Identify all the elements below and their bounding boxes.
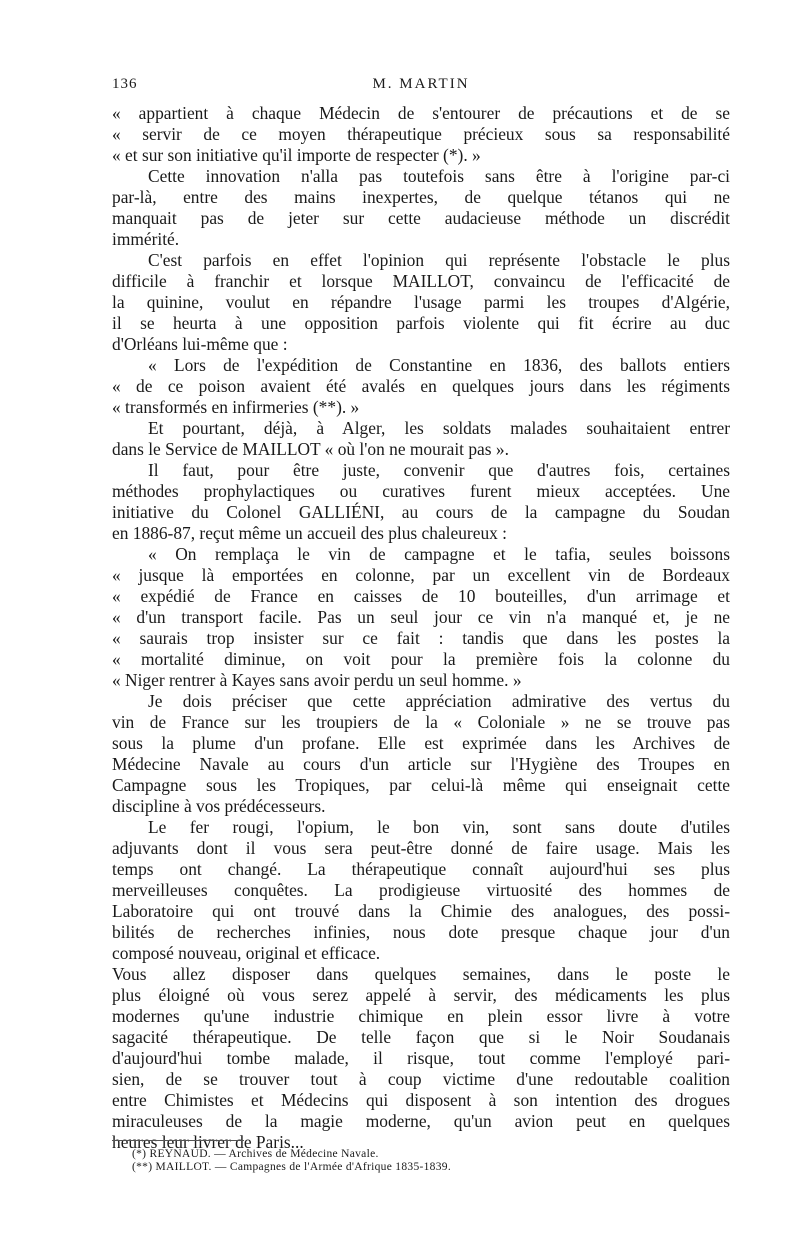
text-line: « servir de ce moyen thérapeutique précieux sous sa responsabilité (112, 124, 730, 144)
text-line: heures leur livrer de Paris... (112, 1132, 304, 1152)
text-line: Campagne sous les Tropiques, par celui-là même qui enseignait cette (112, 775, 730, 795)
text-line: bilités de recherches infinies, nous dote presque chaque jour d'un (112, 922, 730, 942)
text-line: Laboratoire qui ont trouvé dans la Chimie des analogues, des possi- (112, 901, 730, 921)
footnote: (**) MAILLOT. — Campagnes de l'Armée d'Afrique 1835-1839. (132, 1161, 451, 1173)
text-line: « mortalité diminue, on voit pour la première fois la colonne du (112, 649, 730, 669)
body-text (112, 103, 730, 1153)
text-line: dans le Service de MAILLOT « où l'on ne mourait pas ». (112, 439, 509, 459)
footnote: (*) REYNAUD. — Archives de Médecine Navale. (132, 1148, 379, 1160)
text-line: « Lors de l'expédition de Constantine en 1836, des ballots entiers (148, 355, 730, 375)
text-line: Je dois préciser que cette appréciation admirative des vertus du (148, 691, 730, 711)
text-line: « transformés en infirmeries (**). » (112, 397, 360, 417)
text-line: temps ont changé. La thérapeutique connaît aujourd'hui ses plus (112, 859, 730, 879)
running-title: M. MARTIN (372, 76, 470, 92)
text-line: Et pourtant, déjà, à Alger, les soldats malades souhaitaient entrer (148, 418, 730, 438)
text-line: d'Orléans lui-même que : (112, 334, 288, 354)
page-number: 136 (112, 76, 138, 92)
paragraph (112, 544, 730, 691)
text-line: en 1886-87, reçut même un accueil des plus chaleureux : (112, 523, 508, 543)
text-line: manquait pas de jeter sur cette audacieuse méthode un discrédit (112, 208, 730, 228)
text-line: d'aujourd'hui tombe malade, il risque, tout comme l'employé pari- (112, 1048, 730, 1068)
text-line: sous la plume d'un profane. Elle est exprimée dans les Archives de (112, 733, 730, 753)
footnotes (132, 1148, 632, 1174)
text-line: méthodes prophylactiques ou curatives furent mieux acceptées. Une (112, 481, 730, 501)
text-line: sagacité thérapeutique. De telle façon que si le Noir Soudanais (112, 1027, 730, 1047)
paragraph (112, 817, 730, 964)
text-line: « d'un transport facile. Pas un seul jour ce vin n'a manqué et, je ne (112, 607, 730, 627)
paragraph (112, 103, 730, 166)
text-line: initiative du Colonel GALLIÉNI, au cours de la campagne du Soudan (112, 502, 730, 522)
paragraph (112, 166, 730, 250)
paragraph (112, 355, 730, 418)
text-line: « et sur son initiative qu'il importe de respecter (*). » (112, 145, 481, 165)
text-line: Le fer rougi, l'opium, le bon vin, sont sans doute d'utiles (148, 817, 730, 837)
text-line: Vous allez disposer dans quelques semaines, dans le poste le (112, 964, 730, 984)
text-line: miraculeuses de la magie moderne, qu'un avion peut en quelques (112, 1111, 730, 1131)
paragraph (112, 460, 730, 544)
text-line: plus éloigné où vous serez appelé à servir, des médicaments les plus (112, 985, 730, 1005)
paragraph (112, 250, 730, 355)
text-line: C'est parfois en effet l'opinion qui représente l'obstacle le plus (148, 250, 730, 270)
text-line: Médecine Navale au cours d'un article sur l'Hygiène des Troupes en (112, 754, 730, 774)
text-line: vin de France sur les troupiers de la « Coloniale » ne se trouve pas (112, 712, 730, 732)
paragraph (112, 691, 730, 817)
text-line: la quinine, voulut en répandre l'usage parmi les troupes d'Algérie, (112, 292, 730, 312)
footnote-rule (112, 1140, 244, 1141)
text-line: « On remplaça le vin de campagne et le tafia, seules boissons (148, 544, 730, 564)
paragraph (112, 418, 730, 460)
text-line: modernes qu'une industrie chimique en plein essor livre à votre (112, 1006, 730, 1026)
text-line: sien, de se trouver tout à coup victime d'une redoutable coalition (112, 1069, 730, 1089)
paragraph (112, 964, 730, 1153)
text-line: « expédié de France en caisses de 10 bouteilles, d'un arrimage et (112, 586, 730, 606)
text-line: « appartient à chaque Médecin de s'entourer de précautions et de se (112, 103, 730, 123)
text-line: par-là, entre des mains inexpertes, de quelque tétanos qui ne (112, 187, 730, 207)
text-line: immérité. (112, 229, 180, 249)
text-line: « Niger rentrer à Kayes sans avoir perdu un seul homme. » (112, 670, 522, 690)
text-line: entre Chimistes et Médecins qui disposent à son intention des drogues (112, 1090, 730, 1110)
text-line: adjuvants dont il vous sera peut-être donné de faire usage. Mais les (112, 838, 730, 858)
text-line: Cette innovation n'alla pas toutefois sans être à l'origine par-ci (148, 166, 730, 186)
text-line: composé nouveau, original et efficace. (112, 943, 381, 963)
text-line: discipline à vos prédécesseurs. (112, 796, 326, 816)
text-line: « saurais trop insister sur ce fait : tandis que dans les postes la (112, 628, 730, 648)
text-line: il se heurta à une opposition parfois violente qui fit écrire au duc (112, 313, 730, 333)
text-line: merveilleuses conquêtes. La prodigieuse virtuosité des hommes de (112, 880, 730, 900)
text-line: Il faut, pour être juste, convenir que d'autres fois, certaines (148, 460, 730, 480)
text-line: difficile à franchir et lorsque MAILLOT, convaincu de l'efficacité de (112, 271, 730, 291)
page-header (112, 76, 730, 96)
text-line: « de ce poison avaient été avalés en quelques jours dans les régiments (112, 376, 730, 396)
text-line: « jusque là emportées en colonne, par un excellent vin de Bordeaux (112, 565, 730, 585)
